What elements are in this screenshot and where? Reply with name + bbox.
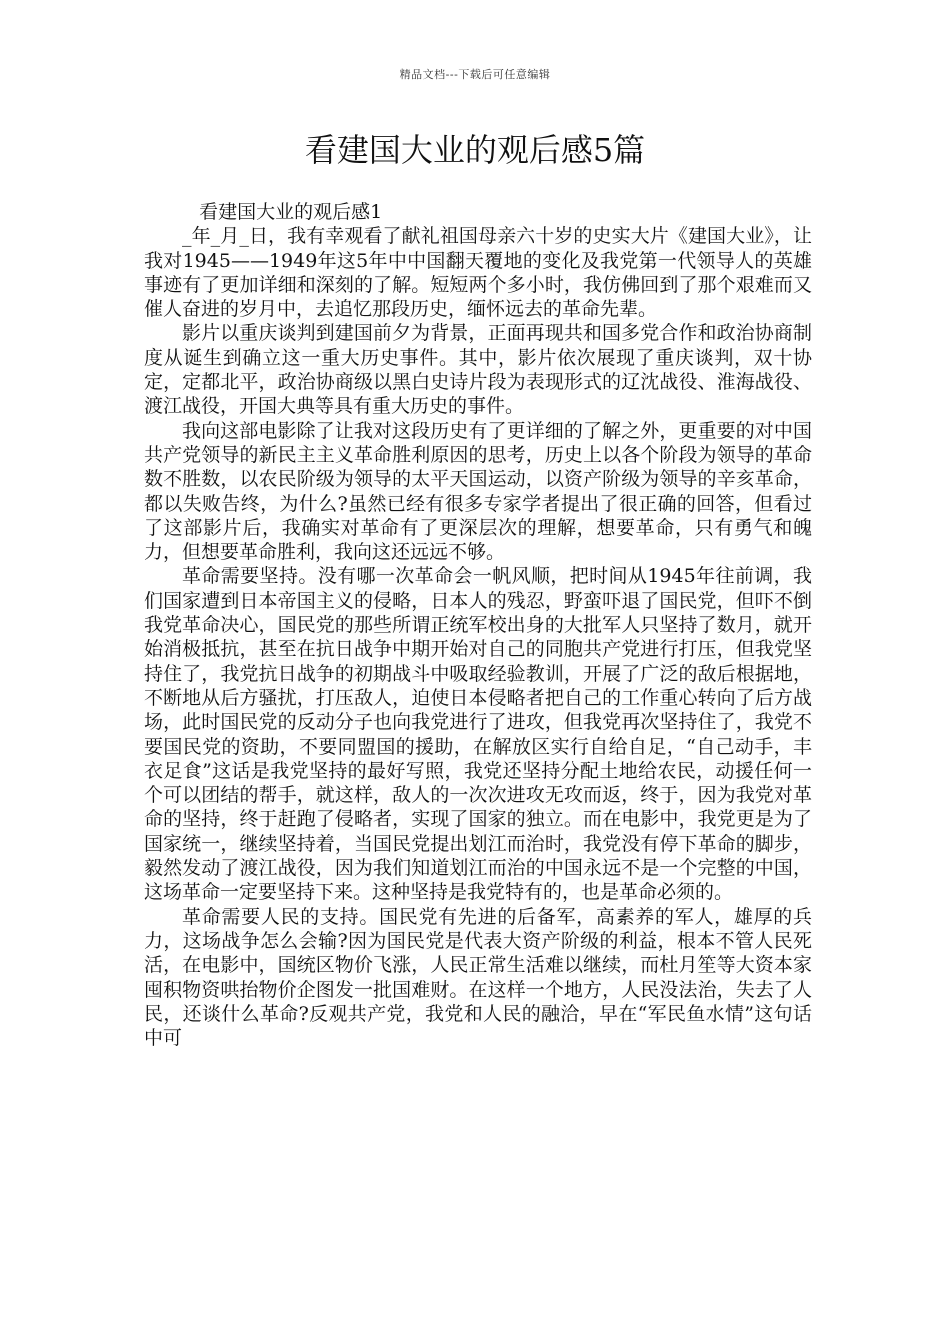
paragraph: 革命需要人民的支持。国民党有先进的后备军，高素养的军人，雄厚的兵力，这场战争怎么会输?因为国民党是代表大资产阶级的利益，根本不管人民死活，在电影中，国统区物价飞涨，人民正常生活难以继续，而杜月笙等大资本家囤积物资哄抬物价企图发一批国难财。在这样一个地方，人民没法治，失去了人民，还谈什么革命?反观共产党，我党和人民的融洽，早在“军民鱼水情”这句话中可 [144,905,812,1050]
section-subtitle: 看建国大业的观后感1 [199,201,383,223]
paragraph: 革命需要坚持。没有哪一次革命会一帆风顺，把时间从1945年往前调，我们国家遭到日本帝国主义的侵略，日本人的残忍，野蛮吓退了国民党，但吓不倒我党革命决心，国民党的那些所谓正统军校出身的大批军人只坚持了数月，就开始消极抵抗，甚至在抗日战争中期开始对自己的同胞共产党进行打压，但我党坚持住了，我党抗日战争的初期战斗中吸取经验教训，开展了广泛的敌后根据地，不断地从后方骚扰，打压敌人，迫使日本侵略者把自己的工作重心转向了后方战场，此时国民党的反动分子也向我党进行了进攻，但我党再次坚持住了，我党不要国民党的资助，不要同盟国的援助，在解放区实行自给自足，“自己动手，丰衣足食”这话是我党坚持的最好写照，我党还坚持分配土地给农民，动援任何一个可以团结的帮手，就这样，敌人的一次次进攻无攻而返，终于，因为我党对革命的坚持，终于赶跑了侵略者，实现了国家的独立。而在电影中，我党更是为了国家统一，继续坚持着，当国民党提出划江而治时，我党没有停下革命的脚步，毅然发动了渡江战役，因为我们知道划江而治的中国永远不是一个完整的中国，这场革命一定要坚持下来。这种坚持是我党特有的，也是革命必须的。 [144,565,812,904]
document-body [144,200,812,1050]
paragraph: _年_月_日，我有幸观看了献礼祖国母亲六十岁的史实大片《建国大业》，让我对1945——1949年这5年中中国翻天覆地的变化及我党第一代领导人的英雄事迹有了更加详细和深刻的了解。短短两个多小时，我仿佛回到了那个艰难而又催人奋进的岁月中，去追忆那段历史，缅怀远去的革命先辈。 [144,225,812,321]
document-title: 看建国大业的观后感5篇 [304,131,646,169]
paragraph: 我向这部电影除了让我对这段历史有了更详细的了解之外，更重要的对中国共产党领导的新民主主义革命胜利原因的思考，历史上以各个阶段为领导的革命数不胜数，以农民阶级为领导的太平天国运动，以资产阶级为领导的辛亥革命，都以失败告终，为什么?虽然已经有很多专家学者提出了很正确的回答，但看过了这部影片后，我确实对革命有了更深层次的理解，想要革命，只有勇气和魄力，但想要革命胜利，我向这还远远不够。 [144,419,812,564]
page-header-note: 精品文档---下载后可任意编辑 [399,68,551,81]
paragraph: 影片以重庆谈判到建国前夕为背景，正面再现共和国多党合作和政治协商制度从诞生到确立这一重大历史事件。其中，影片依次展现了重庆谈判，双十协定，定都北平，政治协商级以黑白史诗片段为表现形式的辽沈战役、淮海战役、渡江战役，开国大典等具有重大历史的事件。 [144,322,812,418]
